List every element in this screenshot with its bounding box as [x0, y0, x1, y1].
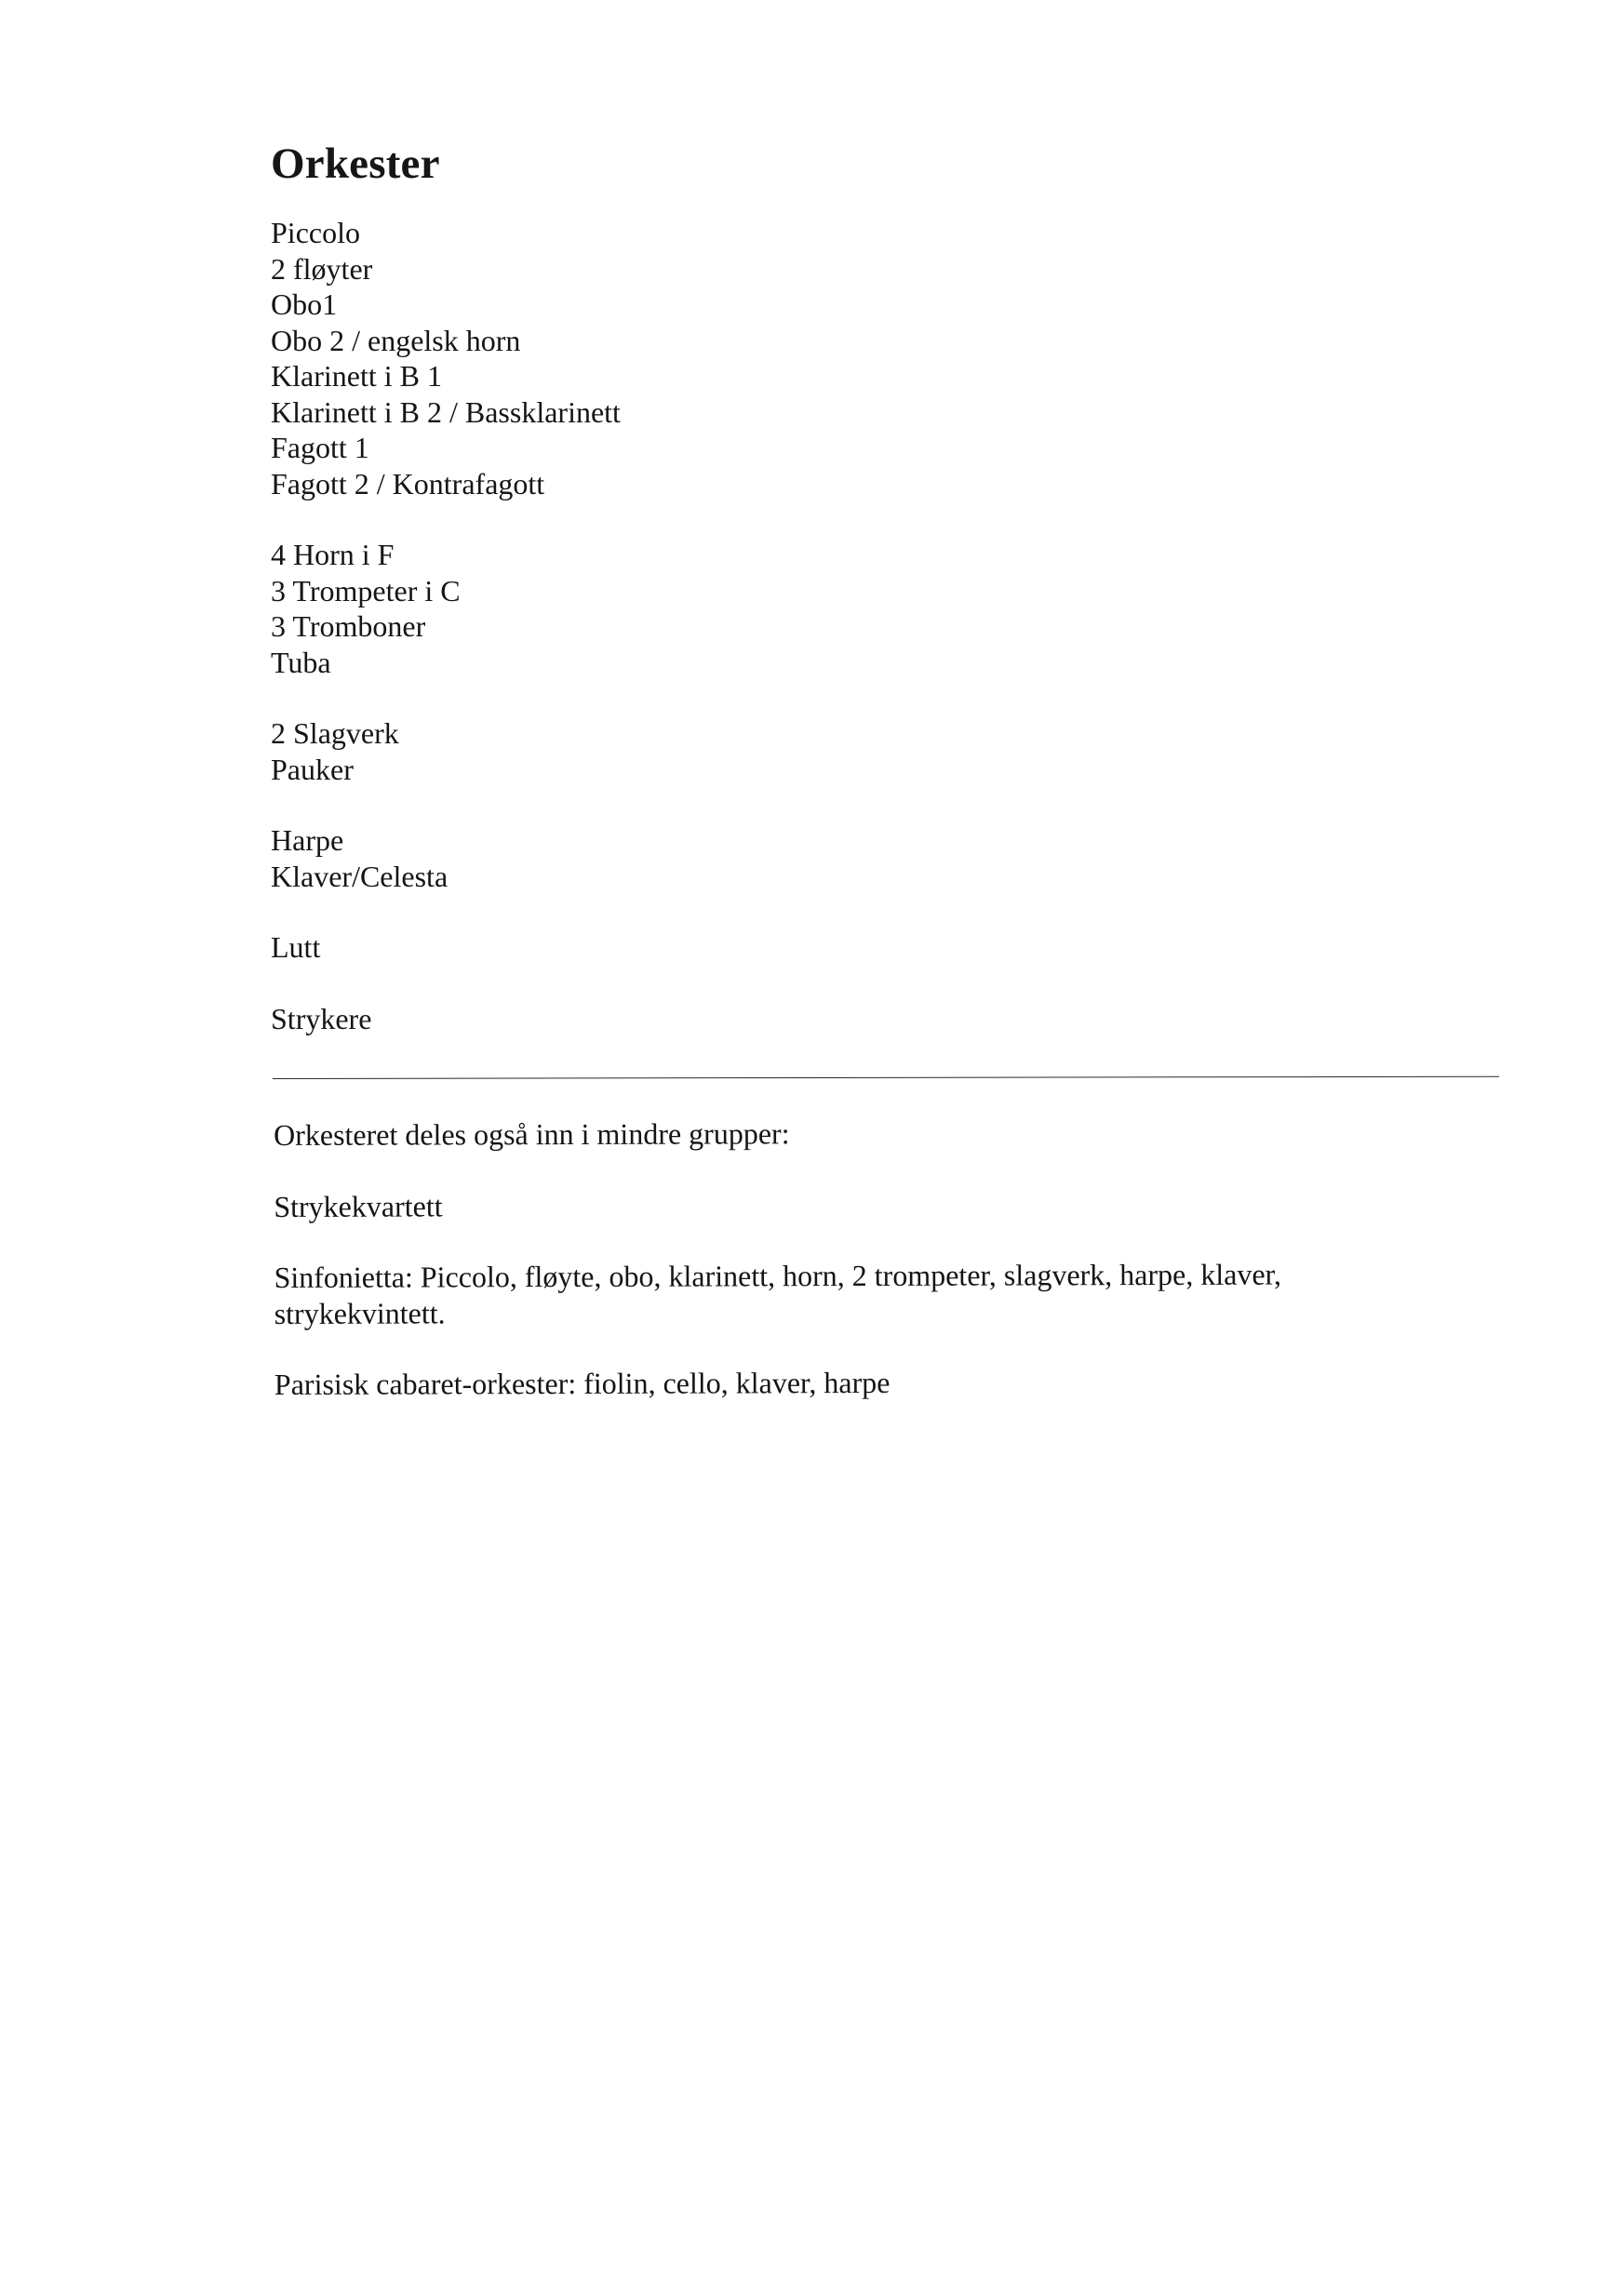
instrument-line: Pauker	[271, 752, 354, 786]
brass-group	[271, 537, 1499, 680]
instrument-line: Klarinett i B 2 / Bassklarinett	[271, 394, 621, 429]
instrument-line: 2 fløyter	[271, 251, 373, 286]
instrument-line: 4 Horn i F	[271, 538, 395, 571]
instrument-line: Klaver/Celesta	[271, 859, 449, 893]
percussion-group	[271, 715, 1499, 787]
instrument-line: Harpe	[271, 823, 344, 857]
notes-intro: Orkesteret deles også inn i mindre grupper:	[274, 1116, 790, 1152]
section-divider	[273, 1076, 1499, 1079]
note-sinfonietta: Sinfonietta: Piccolo, fløyte, obo, klarinett, horn, 2 trompeter, slagverk, harpe, klaver, strykekvintett.	[274, 1257, 1282, 1330]
instrument-line: Obo1	[271, 287, 338, 321]
woodwinds-group	[271, 215, 1499, 501]
instrument-line: Obo 2 / engelsk horn	[271, 323, 521, 357]
note-string-quartet: Strykekvartett	[274, 1188, 443, 1223]
instrument-line: Fagott 2 / Kontrafagott	[271, 466, 545, 501]
instrument-line: 3 Trompeter i C	[271, 573, 461, 607]
instrument-line: Fagott 1	[271, 431, 369, 464]
page-title: Orkester	[271, 140, 440, 188]
strings-group	[271, 1001, 1499, 1037]
note-cabaret-orchestra: Parisisk cabaret-orkester: fiolin, cello, klaver, harpe	[274, 1365, 890, 1401]
instrument-list	[271, 138, 1499, 1072]
instrument-line: Klarinett i B 1	[271, 359, 442, 393]
instrument-line: Tuba	[271, 645, 331, 679]
instrument-line: 3 Tromboner	[271, 609, 426, 643]
instrument-line: Lutt	[271, 930, 321, 964]
instrument-line: Piccolo	[271, 216, 360, 249]
instrument-line: 2 Slagverk	[271, 716, 399, 750]
instrument-line: Strykere	[271, 1001, 372, 1035]
keyboards-group	[271, 822, 1499, 894]
ensemble-notes	[274, 1114, 1503, 1438]
plucked-group	[271, 929, 1499, 966]
